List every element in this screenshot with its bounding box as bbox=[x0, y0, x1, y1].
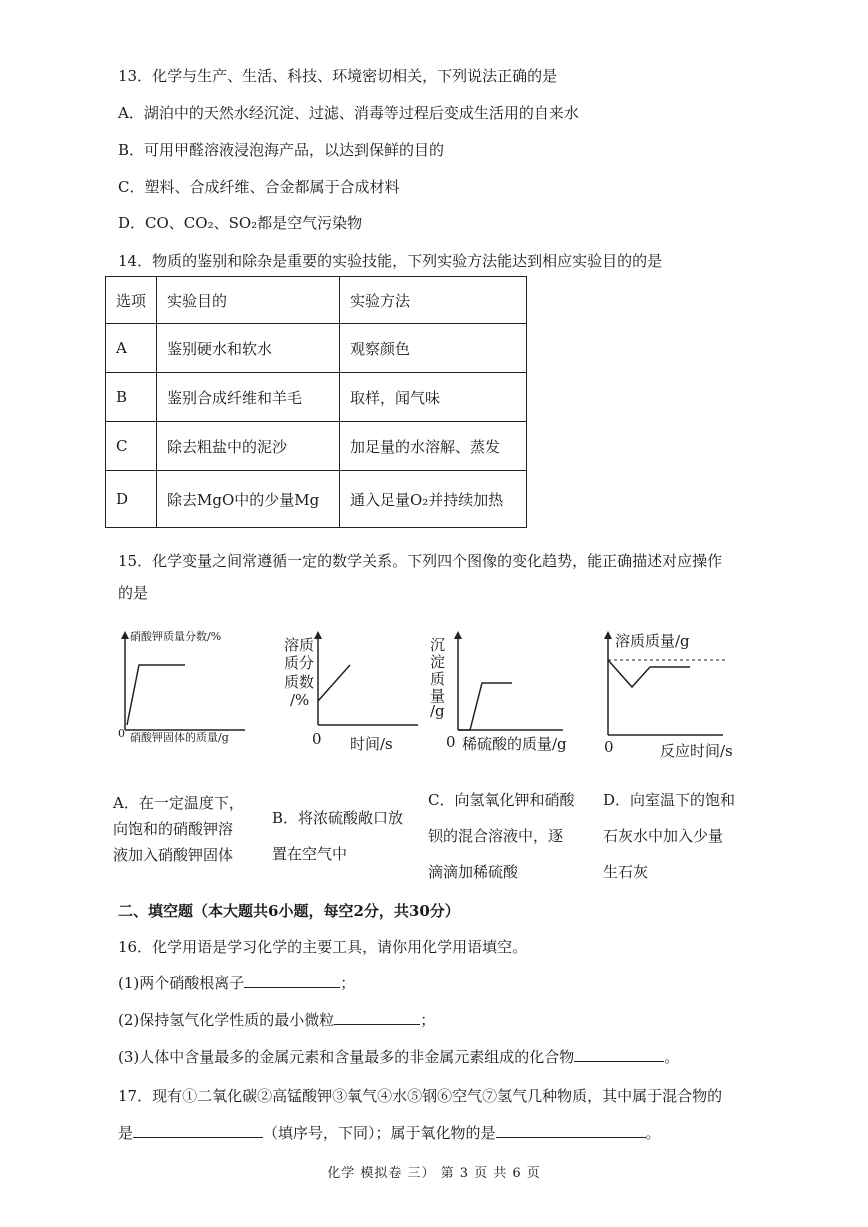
graph-c-curve bbox=[458, 683, 512, 730]
graph-d-ylabel: 溶质质量/g bbox=[615, 632, 690, 650]
caption-d-line1: D．向室温下的饱和 bbox=[603, 791, 736, 809]
section-2-heading: 二、填空题（本大题共6小题，每空2分，共30分） bbox=[118, 902, 460, 920]
q17-mixture-blank[interactable] bbox=[133, 1123, 263, 1138]
caption-d-line2: 石灰水中加入少量 bbox=[603, 827, 724, 845]
caption-b bbox=[272, 800, 403, 872]
table-row bbox=[106, 471, 527, 528]
q16-stem: 16．化学用语是学习化学的主要工具，请你用化学用语填空。 bbox=[118, 938, 528, 956]
q14-stem: 14．物质的鉴别和除杂是重要的实验技能，下列实验方法能达到相应实验目的的是 bbox=[118, 252, 663, 270]
table-cell: 除去MgO中的少量Mg bbox=[157, 471, 340, 528]
q16-part2-text: (2)保持氢气化学性质的最小微粒 bbox=[118, 1011, 335, 1029]
graph-d-curve bbox=[608, 660, 690, 687]
graph-a-xlabel: 硝酸钾固体的质量/g bbox=[130, 731, 229, 744]
graph-c-ylabel-1: 沉 bbox=[430, 636, 446, 654]
caption-a-line2: 向饱和的硝酸钾溶 bbox=[113, 820, 234, 838]
q16-part3-end: 。 bbox=[664, 1048, 680, 1066]
header-option: 选项 bbox=[106, 277, 157, 324]
table-cell: 除去粗盐中的泥沙 bbox=[157, 422, 340, 471]
table-cell: B bbox=[106, 373, 157, 422]
q13-option-c: C．塑料、合成纤维、合金都属于合成材料 bbox=[118, 178, 400, 196]
q16-part2-end: ； bbox=[420, 1011, 436, 1029]
graph-c-origin: 0 bbox=[446, 733, 456, 751]
graph-b-y-arrow bbox=[314, 631, 322, 639]
table-cell: 加足量的水溶解、蒸发 bbox=[340, 422, 527, 471]
q13-option-a: A．湖泊中的天然水经沉淀、过滤、消毒等过程后变成生活用的自来水 bbox=[118, 104, 579, 122]
q17-oxide-blank[interactable] bbox=[496, 1123, 646, 1138]
table-header-row bbox=[106, 277, 527, 324]
q17-line2-start: 是 bbox=[118, 1124, 134, 1142]
graph-d-origin: 0 bbox=[604, 738, 614, 756]
graph-b-ylabel-1: 溶质 bbox=[284, 636, 315, 654]
q16-part2-blank[interactable] bbox=[334, 1010, 420, 1025]
q16-part1-blank[interactable] bbox=[244, 973, 340, 988]
q13-option-d: D．CO、CO₂、SO₂都是空气污染物 bbox=[118, 214, 363, 232]
table-row bbox=[106, 422, 527, 471]
graph-b-xlabel: 时间/s bbox=[350, 735, 393, 753]
caption-c-line1: C．向氢氧化钾和硝酸 bbox=[428, 791, 575, 809]
graph-a-curve bbox=[127, 665, 185, 725]
graph-c-xlabel: 稀硫酸的质量/g bbox=[462, 735, 567, 753]
q16-part1 bbox=[118, 972, 355, 993]
header-purpose: 实验目的 bbox=[157, 277, 340, 324]
table-cell: D bbox=[106, 471, 157, 528]
table-cell: 鉴别合成纤维和羊毛 bbox=[157, 373, 340, 422]
table-cell: A bbox=[106, 324, 157, 373]
q17-stem: 17．现有①二氧化碳②高锰酸钾③氧气④水⑤钢⑥空气⑦氢气几种物质，其中属于混合物的 bbox=[118, 1087, 723, 1105]
table-cell: 取样，闻气味 bbox=[340, 373, 527, 422]
caption-c-line3: 滴滴加稀硫酸 bbox=[428, 863, 519, 881]
q16-part2 bbox=[118, 1009, 435, 1030]
caption-d-line3: 生石灰 bbox=[603, 863, 649, 881]
graph-c-ylabel-2: 淀 bbox=[430, 653, 446, 671]
q15-stem-line2: 的是 bbox=[118, 584, 149, 602]
table-cell: 通入足量O₂并持续加热 bbox=[340, 471, 527, 528]
graph-c-ylabel-3: 质 bbox=[430, 670, 446, 688]
caption-a-line1: A．在一定温度下， bbox=[113, 794, 244, 812]
table-cell: C bbox=[106, 422, 157, 471]
graph-d-xlabel: 反应时间/s bbox=[660, 742, 733, 760]
header-method: 实验方法 bbox=[340, 277, 527, 324]
graph-a-ylabel: 硝酸钾质量分数/% bbox=[130, 630, 222, 643]
caption-b-line1: B．将浓硫酸敞口放 bbox=[272, 809, 404, 827]
graph-b-ylabel-3: 质数 bbox=[284, 673, 315, 691]
table-cell: 鉴别硬水和软水 bbox=[157, 324, 340, 373]
graph-c-ylabel-5: /g bbox=[430, 702, 445, 720]
graph-b-origin: 0 bbox=[312, 730, 322, 748]
table-cell: 观察颜色 bbox=[340, 324, 527, 373]
q16-part3-text: (3)人体中含量最多的金属元素和含量最多的非金属元素组成的化合物 bbox=[118, 1048, 575, 1066]
graph-a-origin: 0 bbox=[118, 727, 125, 740]
q16-part3-blank[interactable] bbox=[574, 1047, 664, 1062]
graph-b-ylabel-2: 质分 bbox=[284, 654, 315, 672]
graph-b bbox=[308, 625, 428, 745]
q16-part3 bbox=[118, 1046, 679, 1067]
caption-a bbox=[113, 790, 244, 868]
graph-c bbox=[448, 625, 568, 745]
caption-c-line2: 钡的混合溶液中，逐 bbox=[428, 827, 564, 845]
q17-line2-middle: （填序号，下同）；属于氧化物的是 bbox=[263, 1124, 496, 1142]
q13-option-b: B．可用甲醛溶液浸泡海产品，以达到保鲜的目的 bbox=[118, 141, 445, 159]
graph-d-y-arrow bbox=[604, 631, 612, 639]
graph-b-curve bbox=[318, 665, 350, 701]
graph-a-y-arrow bbox=[121, 631, 129, 639]
caption-d bbox=[603, 782, 735, 890]
q16-part1-end: ； bbox=[340, 974, 356, 992]
q14-table bbox=[105, 276, 527, 528]
q15-stem-line1: 15．化学变量之间常遵循一定的数学关系。下列四个图像的变化趋势，能正确描述对应操作 bbox=[118, 552, 723, 570]
graph-b-ylabel-4: /% bbox=[290, 691, 310, 709]
q17-line2-end: 。 bbox=[645, 1124, 661, 1142]
caption-a-line3: 液加入硝酸钾固体 bbox=[113, 846, 234, 864]
q13-stem: 13．化学与生产、生活、科技、环境密切相关，下列说法正确的是 bbox=[118, 67, 558, 85]
table-row bbox=[106, 373, 527, 422]
q17-line2 bbox=[118, 1122, 661, 1143]
caption-b-line2: 置在空气中 bbox=[272, 845, 348, 863]
caption-c bbox=[428, 782, 574, 890]
graph-c-y-arrow bbox=[454, 631, 462, 639]
page-footer: 化学 模拟卷 三） 第 3 页 共 6 页 bbox=[327, 1166, 541, 1181]
graph-c-ylabel-4: 量 bbox=[430, 687, 446, 705]
q16-part1-text: (1)两个硝酸根离子 bbox=[118, 974, 245, 992]
table-row bbox=[106, 324, 527, 373]
